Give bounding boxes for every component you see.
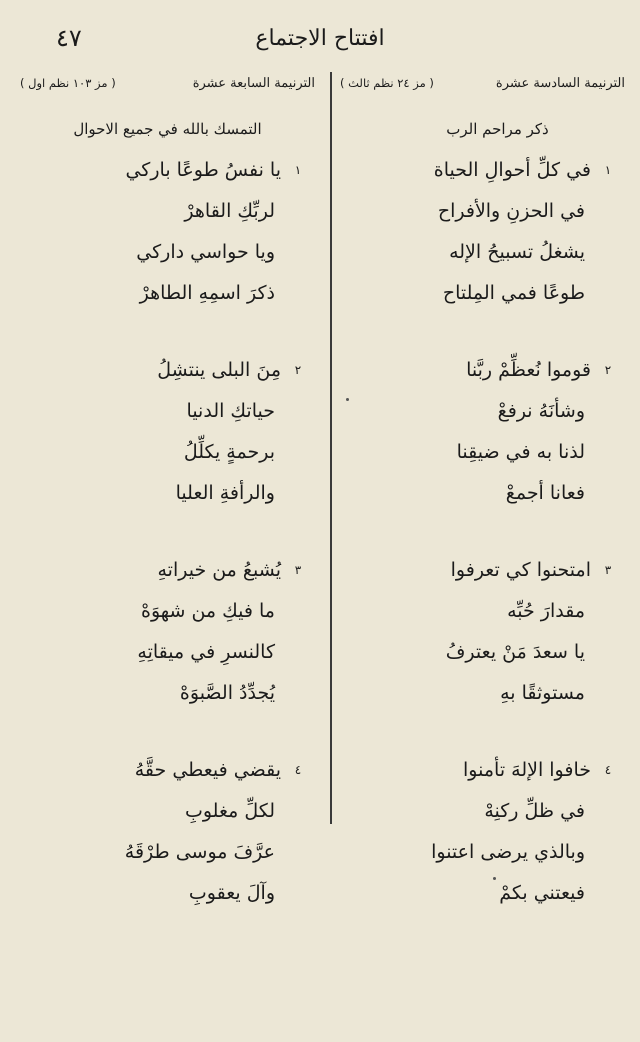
verse-line: لربِّكِ القاهرْ: [184, 200, 275, 222]
hymn-reference: ( مز ١٠٣ نظم اول ): [20, 76, 116, 90]
verse-text: مِنَ البلى ينتشِلُ: [157, 359, 281, 381]
verse-line: [20, 550, 315, 591]
hymn-reference: ( مز ٢٤ نظم ثالث ): [340, 76, 434, 90]
verse-line: [20, 750, 315, 791]
verse-line: [20, 150, 315, 191]
stanza-number: ٤: [604, 763, 612, 777]
stanza: [20, 750, 315, 914]
verse-text: خافوا الإلهَ تأمنوا: [463, 759, 591, 781]
stanza-number: ٣: [294, 563, 302, 577]
verse-line: [340, 150, 625, 191]
verse-line: [340, 550, 625, 591]
verse-line: ذكرَ اسمِهِ الطاهرْ: [139, 282, 275, 304]
verse-line: والرأفةِ العليا: [175, 482, 275, 504]
verse-line: فيعتني بكمْ: [499, 882, 585, 904]
verse-text: يقضي فيعطي حقَّهُ: [134, 759, 281, 781]
verse-line: مستوثقًا بهِ: [500, 682, 585, 704]
stanza: [340, 150, 625, 314]
verse-line: حياتكِ الدنيا: [186, 400, 275, 422]
verse-line: برحمةٍ يكلِّلُ: [183, 441, 275, 463]
column-divider: [330, 72, 332, 824]
stanza-number: ٣: [604, 563, 612, 577]
verse-line: [20, 350, 315, 391]
verse-line: فعانا أجمعْ: [505, 482, 585, 504]
stanza: [20, 550, 315, 714]
hymn-header: [20, 76, 315, 98]
verse-text: في كلِّ أحوالِ الحياة: [433, 159, 591, 181]
verse-line: كالنسرِ في ميقاتِهِ: [137, 641, 275, 663]
verse-line: لذنا به في ضيقِنا: [456, 441, 585, 463]
verse-line: طوعًا فمي المِلتاح: [442, 282, 585, 304]
stanza: [20, 150, 315, 314]
verse-line: وبالذي يرضى اعتنوا: [431, 841, 585, 863]
verse-line: في الحزنِ والأفراح: [437, 200, 585, 222]
verse-text: يا نفسُ طوعًا باركي: [125, 159, 281, 181]
verse-line: يُجدِّدُ الصَّبوَهْ: [179, 682, 275, 704]
hymn-subtitle: ذكر مراحم الرب: [446, 120, 549, 138]
paper-speck: [493, 877, 496, 880]
verse-line: يا سعدَ مَنْ يعترفُ: [445, 641, 585, 663]
stanza: [20, 350, 315, 514]
stanza: [340, 750, 625, 914]
stanza: [340, 350, 625, 514]
hymn-subtitle: التمسك بالله في جميع الاحوال: [73, 120, 262, 138]
verse-line: [340, 750, 625, 791]
stanza-number: ٤: [294, 763, 302, 777]
stanza: [340, 550, 625, 714]
running-title: افتتاح الاجتماع: [255, 26, 385, 51]
stanza-number: ١: [604, 163, 612, 177]
verse-line: ويا حواسي داركي: [136, 241, 275, 263]
verse-line: ما فيكِ من شهوَهْ: [140, 600, 275, 622]
verse-text: قوموا نُعظِّمْ ربَّنا: [466, 359, 591, 381]
verse-line: وآلَ يعقوبِ: [188, 882, 275, 904]
stanza-number: ٢: [604, 363, 612, 377]
verse-line: في ظلِّ ركنِهْ: [484, 800, 585, 822]
verse-line: يشغلُ تسبيحُ الإله: [449, 241, 585, 263]
hymn-column-left: [20, 76, 315, 914]
stanza-number: ٢: [294, 363, 302, 377]
paper-speck: [346, 398, 349, 401]
verse-line: عرَّفَ موسى طرْقَهُ: [124, 841, 275, 863]
hymn-column-right: [340, 76, 625, 914]
page-number: ٤٧: [56, 24, 82, 52]
verse-line: مقدارَ حُبِّه: [507, 600, 585, 622]
hymn-title: الترنيمة السادسة عشرة: [495, 76, 625, 91]
hymn-title: الترنيمة السابعة عشرة: [192, 76, 315, 91]
verse-line: [340, 350, 625, 391]
verse-line: وشأنَهُ نرفعْ: [497, 400, 585, 422]
hymn-header: [340, 76, 625, 98]
verse-line: لكلِّ مغلوبِ: [184, 800, 275, 822]
stanza-number: ١: [294, 163, 302, 177]
verse-text: امتحنوا كي تعرفوا: [450, 559, 591, 581]
verse-text: يُشبعُ من خيراتهِ: [157, 559, 281, 581]
